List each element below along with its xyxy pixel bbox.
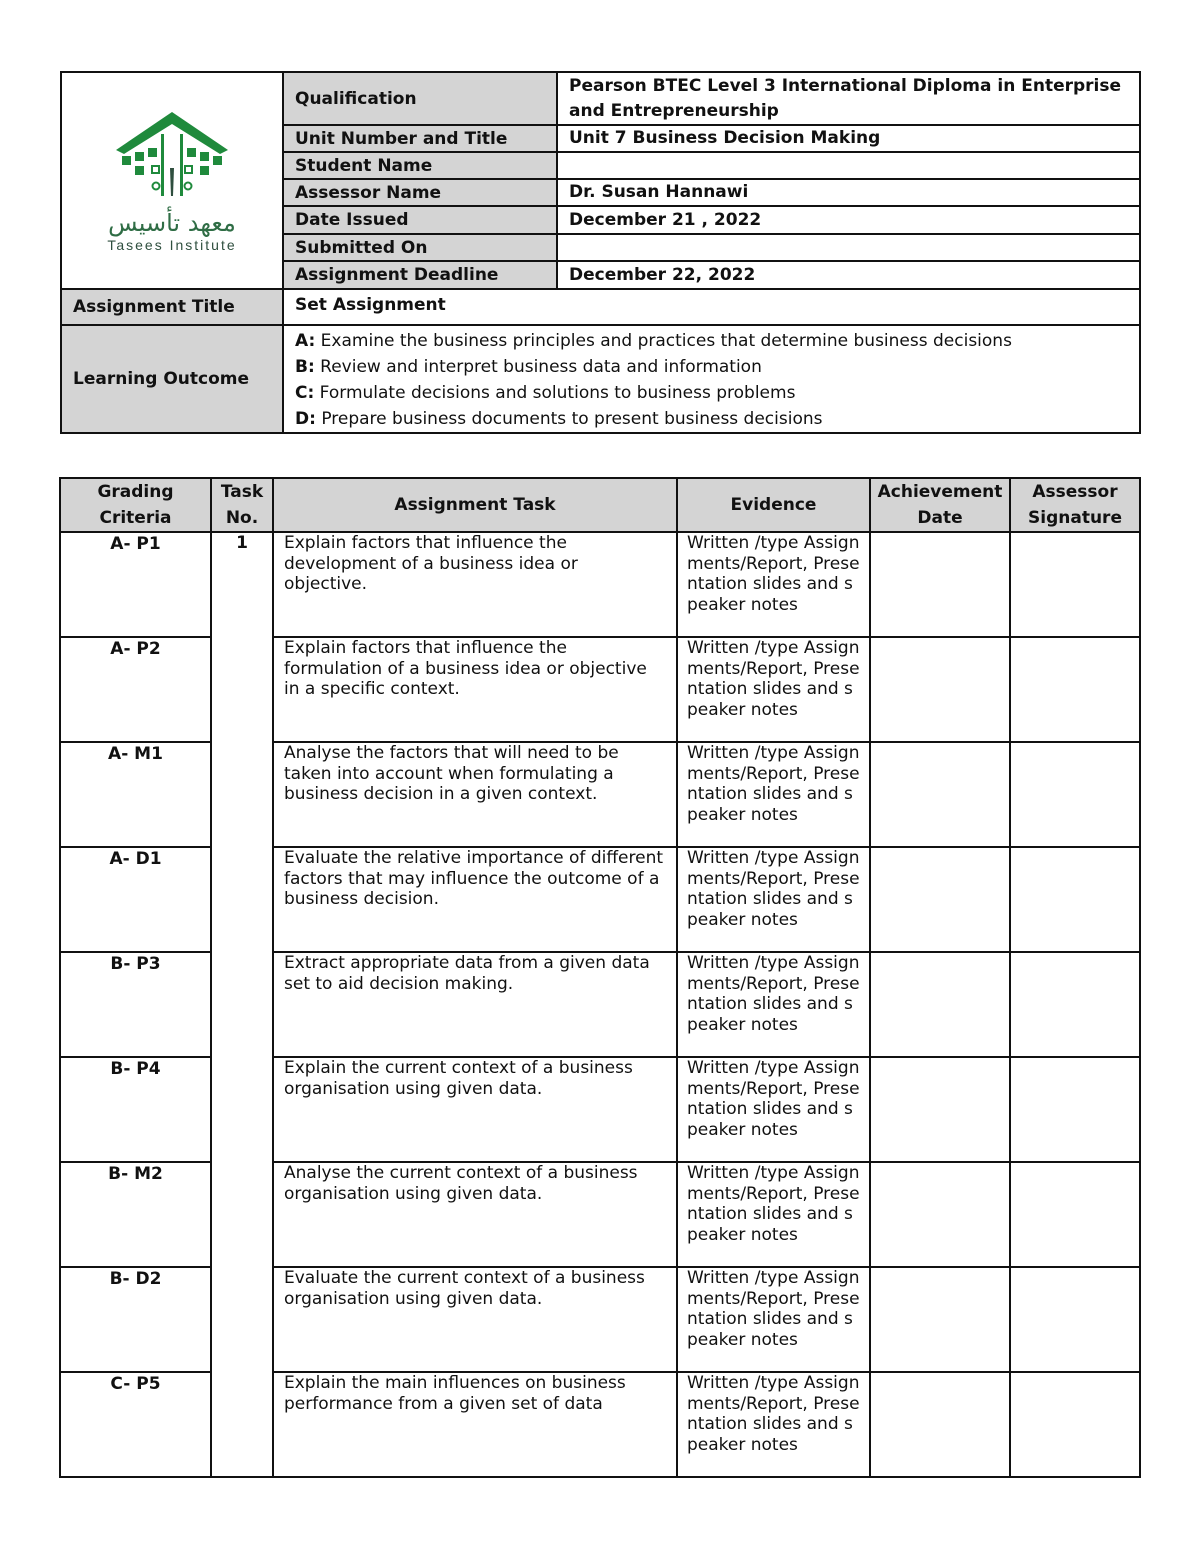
institute-logo <box>62 108 282 253</box>
evidence-cell: Written /type Assignments/Report, Presentation slides and speaker notes <box>677 952 870 1057</box>
submitted-on-value[interactable] <box>557 234 1140 261</box>
assignment-title-value: Set Assignment <box>283 289 1140 325</box>
achievement-date-cell[interactable] <box>870 1057 1010 1162</box>
evidence-cell: Written /type Assignments/Report, Presentation slides and speaker notes <box>677 1372 870 1477</box>
achievement-date-cell[interactable] <box>870 1267 1010 1372</box>
grading-criteria-cell: A- P2 <box>60 637 211 742</box>
achievement-date-cell[interactable] <box>870 847 1010 952</box>
assignment-task-cell: Evaluate the current context of a business organisation using given data. <box>273 1267 677 1372</box>
learning-outcome-item: D: Prepare business documents to present business decisions <box>295 409 823 429</box>
evidence-cell: Written /type Assignments/Report, Presentation slides and speaker notes <box>677 532 870 637</box>
assignment-task-cell: Analyse the factors that will need to be taken into account when formulating a business decision in a given context. <box>273 742 677 847</box>
learning-outcome-item: A: Examine the business principles and practices that determine business decisions <box>295 331 1012 351</box>
evidence-cell: Written /type Assignments/Report, Presentation slides and speaker notes <box>677 1162 870 1267</box>
achievement-date-cell[interactable] <box>870 637 1010 742</box>
logo-arabic-text: معهد تأسيس <box>108 209 236 237</box>
qualification-label: Qualification <box>283 72 557 125</box>
date-issued-label: Date Issued <box>283 206 557 234</box>
qualification-value: Pearson BTEC Level 3 International Diploma in Enterprise and Entrepreneurship <box>557 72 1140 125</box>
grading-criteria-cell: A- P1 <box>60 532 211 637</box>
assessor-signature-cell[interactable] <box>1010 532 1140 637</box>
date-issued-value: December 21 , 2022 <box>557 206 1140 234</box>
grading-criteria-cell: B- P4 <box>60 1057 211 1162</box>
assignment-task-cell: Explain factors that influence the development of a business idea or objective. <box>273 532 677 637</box>
grading-criteria-cell: B- D2 <box>60 1267 211 1372</box>
evidence-cell: Written /type Assignments/Report, Presentation slides and speaker notes <box>677 1267 870 1372</box>
assignment-task-cell: Explain the main influences on business performance from a given set of data <box>273 1372 677 1477</box>
grading-criteria-table <box>59 477 1141 1478</box>
learning-outcome-list <box>283 325 1140 433</box>
evidence-header: Evidence <box>677 478 870 532</box>
achievement-date-cell[interactable] <box>870 1372 1010 1477</box>
deadline-value: December 22, 2022 <box>557 261 1140 289</box>
assignment-task-cell: Extract appropriate data from a given data set to aid decision making. <box>273 952 677 1057</box>
assignment-header-table <box>60 71 1141 434</box>
logo-cell <box>61 72 283 289</box>
grading-criteria-cell: A- D1 <box>60 847 211 952</box>
grading-criteria-cell: A- M1 <box>60 742 211 847</box>
learning-outcome-label: Learning Outcome <box>61 325 283 433</box>
achievement-date-cell[interactable] <box>870 532 1010 637</box>
evidence-cell: Written /type Assignments/Report, Presentation slides and speaker notes <box>677 1057 870 1162</box>
submitted-on-label: Submitted On <box>283 234 557 261</box>
task-number-cell: 1 <box>211 532 273 1477</box>
grading-criteria-cell: B- P3 <box>60 952 211 1057</box>
assignment-task-header: Assignment Task <box>273 478 677 532</box>
assignment-task-cell: Analyse the current context of a business organisation using given data. <box>273 1162 677 1267</box>
assessor-signature-cell[interactable] <box>1010 1162 1140 1267</box>
table-row <box>60 532 1140 637</box>
criteria-header-row <box>60 478 1140 532</box>
building-logo-icon <box>112 108 232 200</box>
assignment-task-cell: Explain factors that influence the formulation of a business idea or objective in a specific context. <box>273 637 677 742</box>
learning-outcome-item: C: Formulate decisions and solutions to business problems <box>295 383 796 403</box>
assignment-task-cell: Evaluate the relative importance of different factors that may influence the outcome of a business decision. <box>273 847 677 952</box>
assessor-signature-cell[interactable] <box>1010 1057 1140 1162</box>
learning-outcome-item: B: Review and interpret business data and information <box>295 357 762 377</box>
deadline-label: Assignment Deadline <box>283 261 557 289</box>
assignment-task-cell: Explain the current context of a business organisation using given data. <box>273 1057 677 1162</box>
logo-english-text: Tasees Institute <box>107 237 237 253</box>
student-name-value[interactable] <box>557 152 1140 179</box>
unit-value: Unit 7 Business Decision Making <box>557 125 1140 152</box>
evidence-cell: Written /type Assignments/Report, Presentation slides and speaker notes <box>677 637 870 742</box>
grading-criteria-cell: B- M2 <box>60 1162 211 1267</box>
assessor-signature-cell[interactable] <box>1010 742 1140 847</box>
achievement-date-cell[interactable] <box>870 742 1010 847</box>
evidence-cell: Written /type Assignments/Report, Presentation slides and speaker notes <box>677 847 870 952</box>
task-no-header: Task No. <box>211 478 273 532</box>
assessor-signature-cell[interactable] <box>1010 1267 1140 1372</box>
student-name-label: Student Name <box>283 152 557 179</box>
assessor-signature-cell[interactable] <box>1010 637 1140 742</box>
assignment-title-label: Assignment Title <box>61 289 283 325</box>
assessor-name-value: Dr. Susan Hannawi <box>557 179 1140 206</box>
grading-criteria-cell: C- P5 <box>60 1372 211 1477</box>
unit-label: Unit Number and Title <box>283 125 557 152</box>
assessor-signature-cell[interactable] <box>1010 952 1140 1057</box>
evidence-cell: Written /type Assignments/Report, Presentation slides and speaker notes <box>677 742 870 847</box>
assessor-signature-cell[interactable] <box>1010 847 1140 952</box>
assessor-name-label: Assessor Name <box>283 179 557 206</box>
grading-criteria-header: Grading Criteria <box>60 478 211 532</box>
achievement-date-cell[interactable] <box>870 952 1010 1057</box>
assessor-signature-header: Assessor Signature <box>1010 478 1140 532</box>
achievement-date-header: Achievement Date <box>870 478 1010 532</box>
achievement-date-cell[interactable] <box>870 1162 1010 1267</box>
assessor-signature-cell[interactable] <box>1010 1372 1140 1477</box>
